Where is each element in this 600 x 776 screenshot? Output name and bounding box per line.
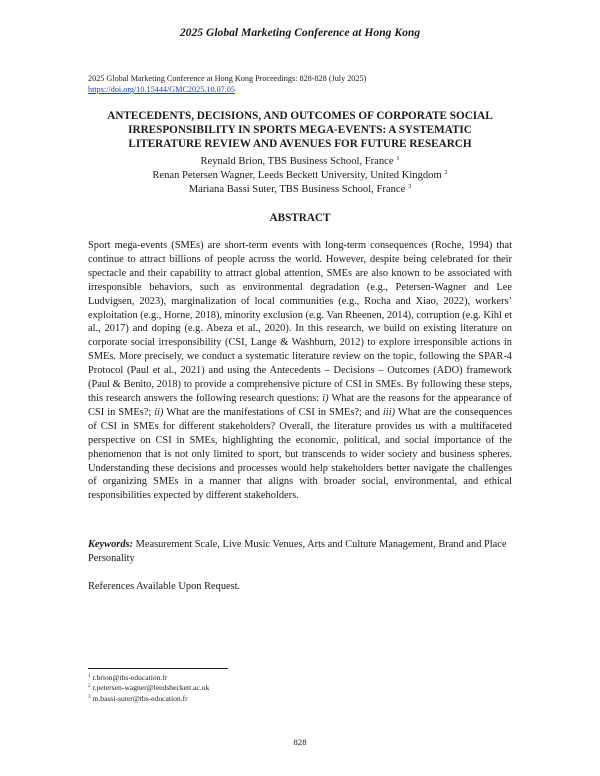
title-line: IRRESPONSIBILITY IN SPORTS MEGA-EVENTS: A SYSTEMATIC [128,124,472,137]
author-line [60,183,540,197]
running-header: 2025 Global Marketing Conference at Hong Kong [179,26,421,39]
abstract-text: What are the manifestations of CSI in SMEs?; and [163,406,383,418]
title-line: LITERATURE REVIEW AND AVENUES FOR FUTURE RESEARCH [128,138,472,151]
question-marker: ii) [154,406,164,418]
author-affiliation: Renan Petersen Wagner, Leeds Beckett University, United Kingdom [152,170,442,182]
footnote-email: r.brion@tbs-education.fr [92,673,168,682]
footnote-marker: 2 [444,169,448,177]
paper-title [70,109,530,152]
footnote [88,694,209,704]
question-marker: iii) [382,406,396,418]
footnote-email: r.petersen-wagner@leedsbeckett.ac.uk [92,683,210,693]
keywords-list: Measurement Scale, Live Music Venues, Arts and Culture Management, Brand and Place Personality [88,539,507,564]
abstract-text: What are the consequences of CSI in SMEs for different stakeholders? Overall, the literature provides us with a multifaceted perspective on CSI in SMEs, highlighting the economic, political, and social importance of the phenomenon that is not only limited to sport, but transcends to wider society and business spheres. Understanding these decisions and processes would help stakeholders better navigate the challenges of organizing SMEs in a manner that aligns with broader social, environmental, and ethical responsibilities expected by different stakeholders. [88,406,512,502]
footnote [88,673,209,683]
question-marker: i) [322,392,329,404]
keywords-label: Keywords: [88,539,134,550]
author-list [60,155,540,198]
author-affiliation: Mariana Bassi Suter, TBS Business School, France [188,184,406,196]
footnotes [88,673,209,704]
doi-link[interactable]: https://doi.org/10.15444/GMC2025.10.07.05 [88,85,236,94]
author-affiliation: Reynald Brion, TBS Business School, France [200,156,394,167]
footnote-divider [88,668,228,669]
abstract-text: What are the reasons for the appearance of CSI in SMEs?; [88,392,512,418]
footnote-email: m.bassi-suter@tbs-education.fr [92,693,188,703]
proceedings-info [88,73,366,95]
title-line: ANTECEDENTS, DECISIONS, AND OUTCOMES OF CORPORATE SOCIAL [107,110,493,122]
abstract-heading: ABSTRACT [269,212,331,224]
footnote-marker: 3 [407,183,412,191]
keywords [88,538,512,566]
author-line [60,155,540,169]
abstract-body [88,239,512,503]
references-note: References Available Upon Request. [88,581,241,592]
page-number: 828 [293,737,307,747]
footnote [88,683,209,693]
footnote-marker: 2 [88,683,91,690]
footnote-marker: 3 [88,693,91,700]
author-line [60,169,540,183]
abstract-text: Sport mega-events (SMEs) are short-term events with long-term consequences (Roche, 1994) that continue to attract billions of people across the world. However, despite being celebrated for their spectacle and their capability to attract global attention, SMEs are also known to be associated with irresponsible behaviors, such as environmental degradation (e.g., Petersen-Wagner and Lee Ludvigsen, 2023), marginalization of local communities (e.g., Rocha and Xiao, 2022), workers’ exploitation (e.g., Horne, 2018), minority exclusion (e.g. Van Rheenen, 2014), corruption (e.g. Kihl et al., 2017) and doping (e.g. Abeza et al., 2020). In this research, we build on existing literature on corporate social irresponsibility (CSI, Lange & Washburn, 2012) to explore irresponsible actions in SMEs. More precisely, we conduct a systematic literature review on the topic, following the SPAR-4 Protocol (Paul et al., 2021) and using the Antecedents – Decisions – Outcomes (ADO) framework (Paul & Benito, 2018) to provide a comprehensive picture of CSI in SMEs. By following these steps, this research answers the following research questions: [88,240,512,404]
footnote-marker: 1 [88,673,91,679]
footnote-marker: 1 [396,155,400,162]
proceedings-citation: 2025 Global Marketing Conference at Hong Kong Proceedings: 828-828 (July 2025) [88,74,367,83]
